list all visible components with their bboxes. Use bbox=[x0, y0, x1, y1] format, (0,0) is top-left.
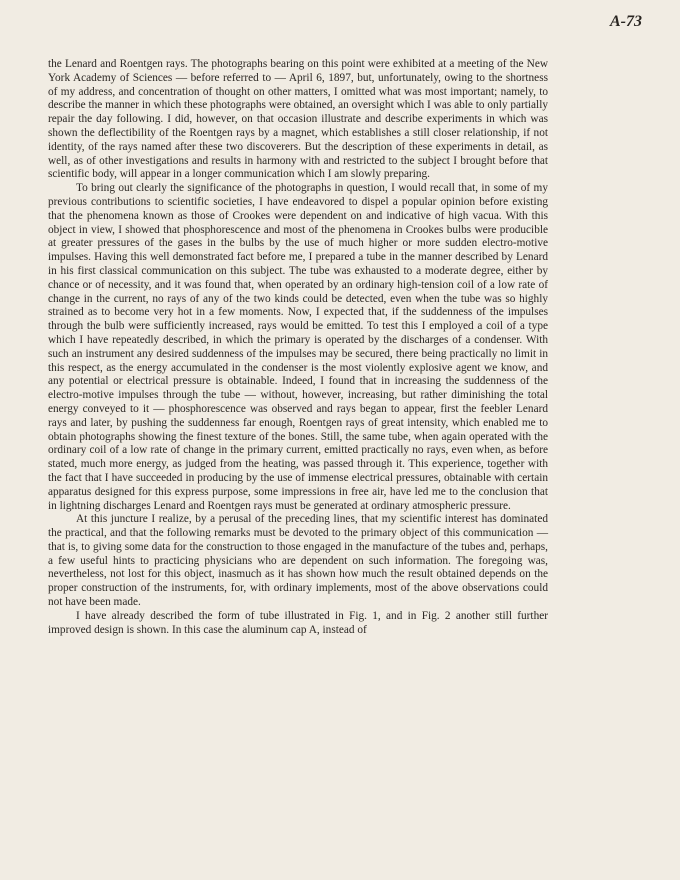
paragraph-3: At this juncture I realize, by a perusal of the preceding lines, that my scientific interest has dominated the practical, and that the following remarks must be devoted to the primary object of this communication — that is, to giving some data for the construction to those engaged in the manufacture of the tubes and, perhaps, a few useful hints to practicing physicians who are dependent on such information. The foregoing was, nevertheless, not lost for this object, inasmuch as it has shown how much the result obtained depends on the proper construction of the instruments, for, with ordinary implements, most of the above observations could not have been made. bbox=[48, 513, 548, 609]
body-text bbox=[48, 58, 548, 637]
paragraph-1: the Lenard and Roentgen rays. The photographs bearing on this point were exhibited at a meeting of the New York Academy of Sciences — before referred to — April 6, 1897, but, unfortunately, owing to the shortness of my address, and concentration of thought on other matters, I omitted what was most important; namely, to describe the manner in which these photographs were obtained, an oversight which I was able to only partially repair the day following. I did, however, on that occasion illustrate and describe experiments in which was shown the deflectibility of the Roentgen rays by a magnet, which establishes a still closer relationship, if not identity, of the rays named after these two discoverers. But the description of these experiments in detail, as well, as of other investigations and results in harmony with and restricted to the subject I brought before that scientific body, will appear in a longer communication which I am slowly preparing. bbox=[48, 58, 548, 181]
page-number: A-73 bbox=[610, 13, 642, 30]
paragraph-4: I have already described the form of tube illustrated in Fig. 1, and in Fig. 2 another still further improved design is shown. In this case the aluminum cap A, instead of bbox=[48, 609, 548, 636]
paragraph-2: To bring out clearly the significance of the photographs in question, I would recall that, in some of my previous contributions to scientific societies, I have endeavored to dispel a popular opinion before existing that the phenomena known as those of Crookes were dependent on and indicative of high vacua. With this object in view, I showed that phosphorescence and most of the phenomena in Crookes bulbs were producible at greater pressures of the gases in the bulbs by the use of much higher or more sudden electro-motive impulses. Having this well demonstrated fact before me, I prepared a tube in the manner described by Lenard in his first classical communication on this subject. The tube was exhausted to a moderate degree, either by chance or of necessity, and it was found that, when operated by an ordinary high-tension coil of a low rate of change in the current, no rays of any of the two kinds could be detected, even when the tube was so highly strained as to become very hot in a few moments. Now, I expected that, if the suddenness of the impulses through the bulb were sufficiently increased, rays would be emitted. To test this I employed a coil of a type which I have repeatedly described, in which the primary is operated by the discharges of a condenser. With such an instrument any desired suddenness of the impulses may be secured, there being practically no limit in this respect, as the energy accumulated in the condenser is the most violently explosive agent we know, and any potential or electrical pressure is obtainable. Indeed, I found that in increasing the suddenness of the electro-motive impulses through the tube — without, however, increasing, but rather diminishing the total energy conveyed to it — phosphorescence was observed and rays began to appear, first the feebler Lenard rays and later, by pushing the suddenness far enough, Roentgen rays of great intensity, which enabled me to obtain photographs showing the finest texture of the bones. Still, the same tube, when again operated with the ordinary coil of a low rate of change in the primary current, emitted practically no rays, even when, as before stated, much more energy, as judged from the heating, was passed through it. This experience, together with the fact that I have succeeded in producing by the use of immense electrical pressures, obtainable with certain apparatus designed for this express purpose, some impressions in free air, have led me to the conclusion that in lightning discharges Lenard and Roentgen rays must be generated at ordinary atmospheric pressure. bbox=[48, 182, 548, 512]
